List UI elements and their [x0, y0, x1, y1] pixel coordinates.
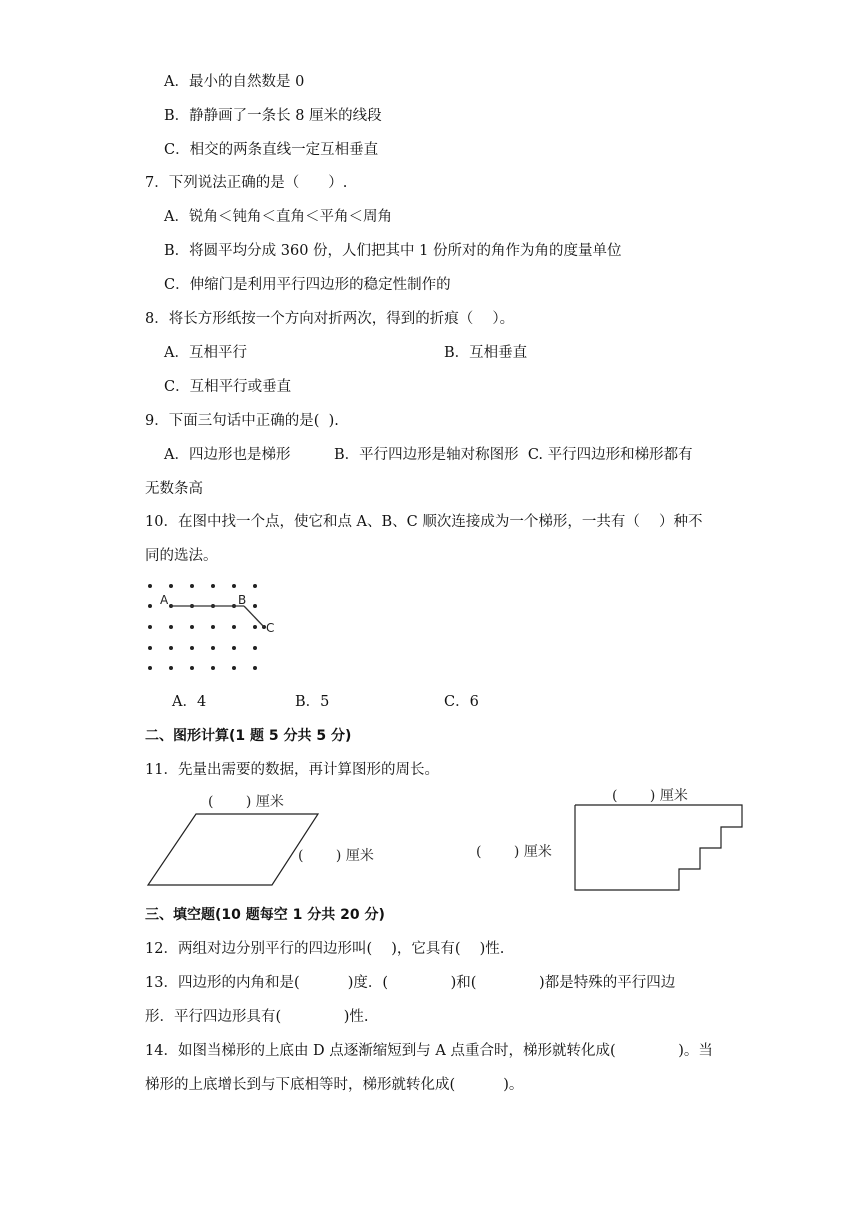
staircase-figure: [470, 783, 770, 893]
q9-options-line: A．四边形也是梯形 B．平行四边形是轴对称图形 C. 平行四边形和梯形都有: [164, 447, 693, 463]
q6-option-c: C．相交的两条直线一定互相垂直: [164, 142, 379, 158]
q6-option-a: A．最小的自然数是 0: [164, 74, 305, 90]
q12-text: 12．两组对边分别平行的四边形叫( )，它具有( )性.: [145, 941, 505, 957]
q8-option-a: A．互相平行: [164, 345, 247, 361]
parallelogram-side-blank: ( ) 厘米: [298, 848, 374, 864]
q6-option-b: B．静静画了一条长 8 厘米的线段: [164, 108, 382, 124]
q10-option-a: A．4: [172, 694, 207, 710]
q7-option-b: B．将圆平均分成 360 份，人们把其中 1 份所对的角作为角的度量单位: [164, 243, 622, 259]
q8-option-c: C．互相平行或垂直: [164, 379, 292, 395]
q7-option-a: A．锐角＜钝角＜直角＜平角＜周角: [164, 209, 392, 225]
dot-grid-figure: [140, 575, 280, 675]
q14-text-continuation: 梯形的上底增长到与下底相等时，梯形就转化成( )。: [145, 1077, 524, 1093]
q7-stem: 7．下列说法正确的是（ ）.: [145, 175, 348, 191]
q11-stem: 11．先量出需要的数据，再计算图形的周长。: [145, 762, 439, 778]
point-b-label: B: [238, 593, 247, 607]
q10-option-c: C．6: [444, 694, 479, 710]
parallelogram-figure: [140, 792, 400, 892]
section-2-heading: 二、图形计算(1 题 5 分共 5 分): [145, 728, 352, 744]
q9-stem: 9．下面三句话中正确的是( ).: [145, 413, 339, 429]
q9-options-continuation: 无数条高: [145, 481, 203, 497]
staircase-top-blank: ( ) 厘米: [612, 788, 688, 804]
q10-stem: 10．在图中找一个点，使它和点 A、B、C 顺次连接成为一个梯形，一共有（ ）种不: [145, 514, 703, 530]
q13-text-continuation: 形．平行四边形具有( )性.: [145, 1009, 369, 1025]
section-3-heading: 三、填空题(10 题每空 1 分共 20 分): [145, 907, 385, 923]
q13-text: 13．四边形的内角和是( )度．( )和( )都是特殊的平行四边: [145, 975, 676, 991]
q8-option-b: B．互相垂直: [444, 345, 528, 361]
q14-text: 14．如图当梯形的上底由 D 点逐渐缩短到与 A 点重合时，梯形就转化成( )。当: [145, 1043, 713, 1059]
q10-option-b: B．5: [295, 694, 330, 710]
point-a-label: A: [160, 593, 169, 607]
staircase-side-blank: ( ) 厘米: [476, 844, 552, 860]
q8-stem: 8．将长方形纸按一个方向对折两次，得到的折痕（ ）。: [145, 311, 515, 327]
point-c-label: C: [266, 621, 275, 635]
q10-stem-continuation: 同的选法。: [145, 548, 218, 564]
q7-option-c: C．伸缩门是利用平行四边形的稳定性制作的: [164, 277, 451, 293]
parallelogram-top-blank: ( ) 厘米: [208, 794, 284, 810]
